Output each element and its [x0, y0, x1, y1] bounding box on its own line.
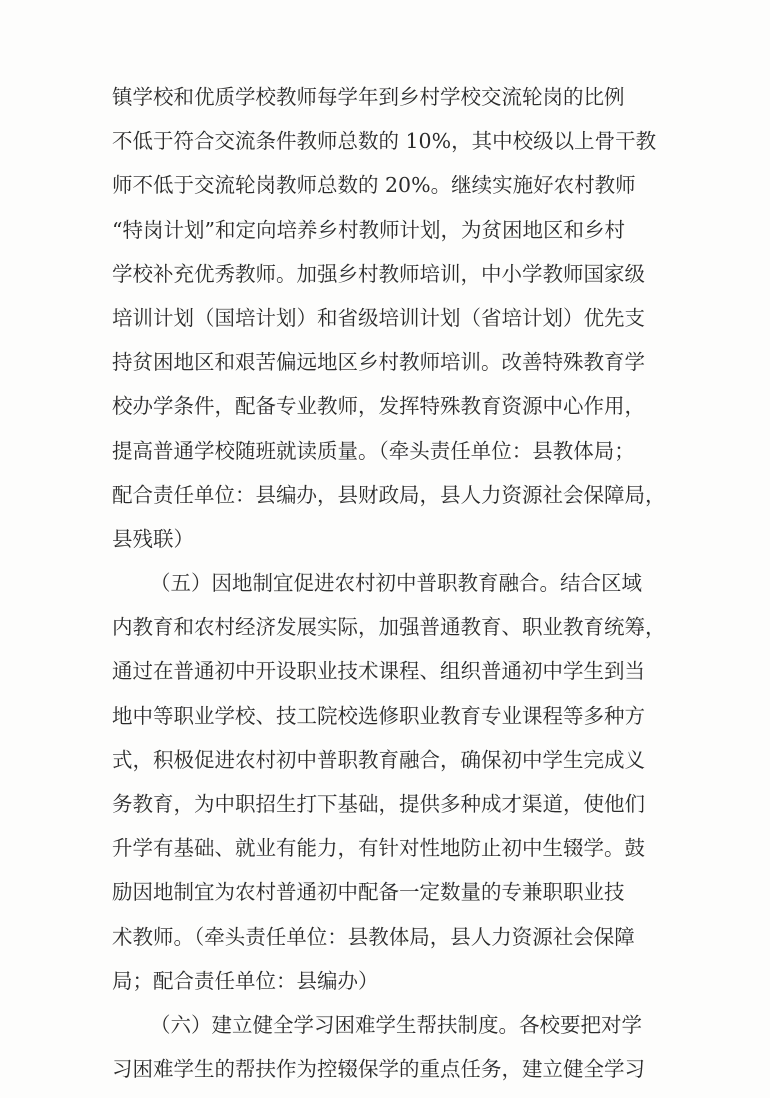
text-line: 习困难学生的帮扶作为控辍保学的重点任务，建立健全学习 — [112, 1057, 645, 1081]
text-line: 地中等职业学校、技工院校选修职业教育专业课程等多种方 — [112, 703, 645, 728]
text-line: 学校补充优秀教师。加强乡村教师培训，中小学教师国家级 — [112, 261, 645, 286]
text-line: 提高普通学校随班就读质量。（牵头责任单位：县教体局； — [112, 438, 635, 463]
text-line: 培训计划（国培计划）和省级培训计划（省培计划）优先支 — [112, 305, 645, 330]
section-heading-line: （五）因地制宜促进农村初中普职教育融合。结合区域 — [150, 571, 642, 595]
text-line: 励因地制宜为农村普通初中配备一定数量的专兼职职业技 — [112, 880, 625, 905]
text-line: 持贫困地区和艰苦偏远地区乡村教师培训。改善特殊教育学 — [112, 350, 645, 375]
text-line: 配合责任单位：县编办，县财政局，县人力资源社会保障局， — [112, 482, 666, 507]
text-line: “特岗计划”和定向培养乡村教师计划，为贫困地区和乡村 — [112, 217, 625, 242]
text-line: 不低于符合交流条件教师总数的 10%，其中校级以上骨干教 — [112, 129, 657, 154]
text-line: 镇学校和优质学校教师每学年到乡村学校交流轮岗的比例 — [112, 85, 625, 109]
text-line: 通过在普通初中开设职业技术课程、组织普通初中学生到当 — [112, 659, 645, 684]
text-line: 升学有基础、就业有能力，有针对性地防止初中生辍学。鼓 — [112, 836, 645, 861]
text-line: 师不低于交流轮岗教师总数的 20%。继续实施好农村教师 — [112, 173, 636, 198]
text-line: 内教育和农村经济发展实际，加强普通教育、职业教育统筹， — [112, 615, 666, 640]
text-line: 术教师。（牵头责任单位：县教体局，县人力资源社会保障 — [112, 924, 635, 949]
text-line: 县残联） — [112, 526, 194, 551]
text-line: 校办学条件，配备专业教师，发挥特殊教育资源中心作用， — [112, 394, 645, 419]
text-line: 务教育，为中职招生打下基础，提供多种成才渠道，使他们 — [112, 791, 645, 816]
section-heading-line: （六）建立健全学习困难学生帮扶制度。各校要把对学 — [150, 1012, 642, 1037]
text-line: 式，积极促进农村初中普职教育融合，确保初中学生完成义 — [112, 747, 645, 772]
text-line: 局；配合责任单位：县编办） — [112, 968, 379, 993]
